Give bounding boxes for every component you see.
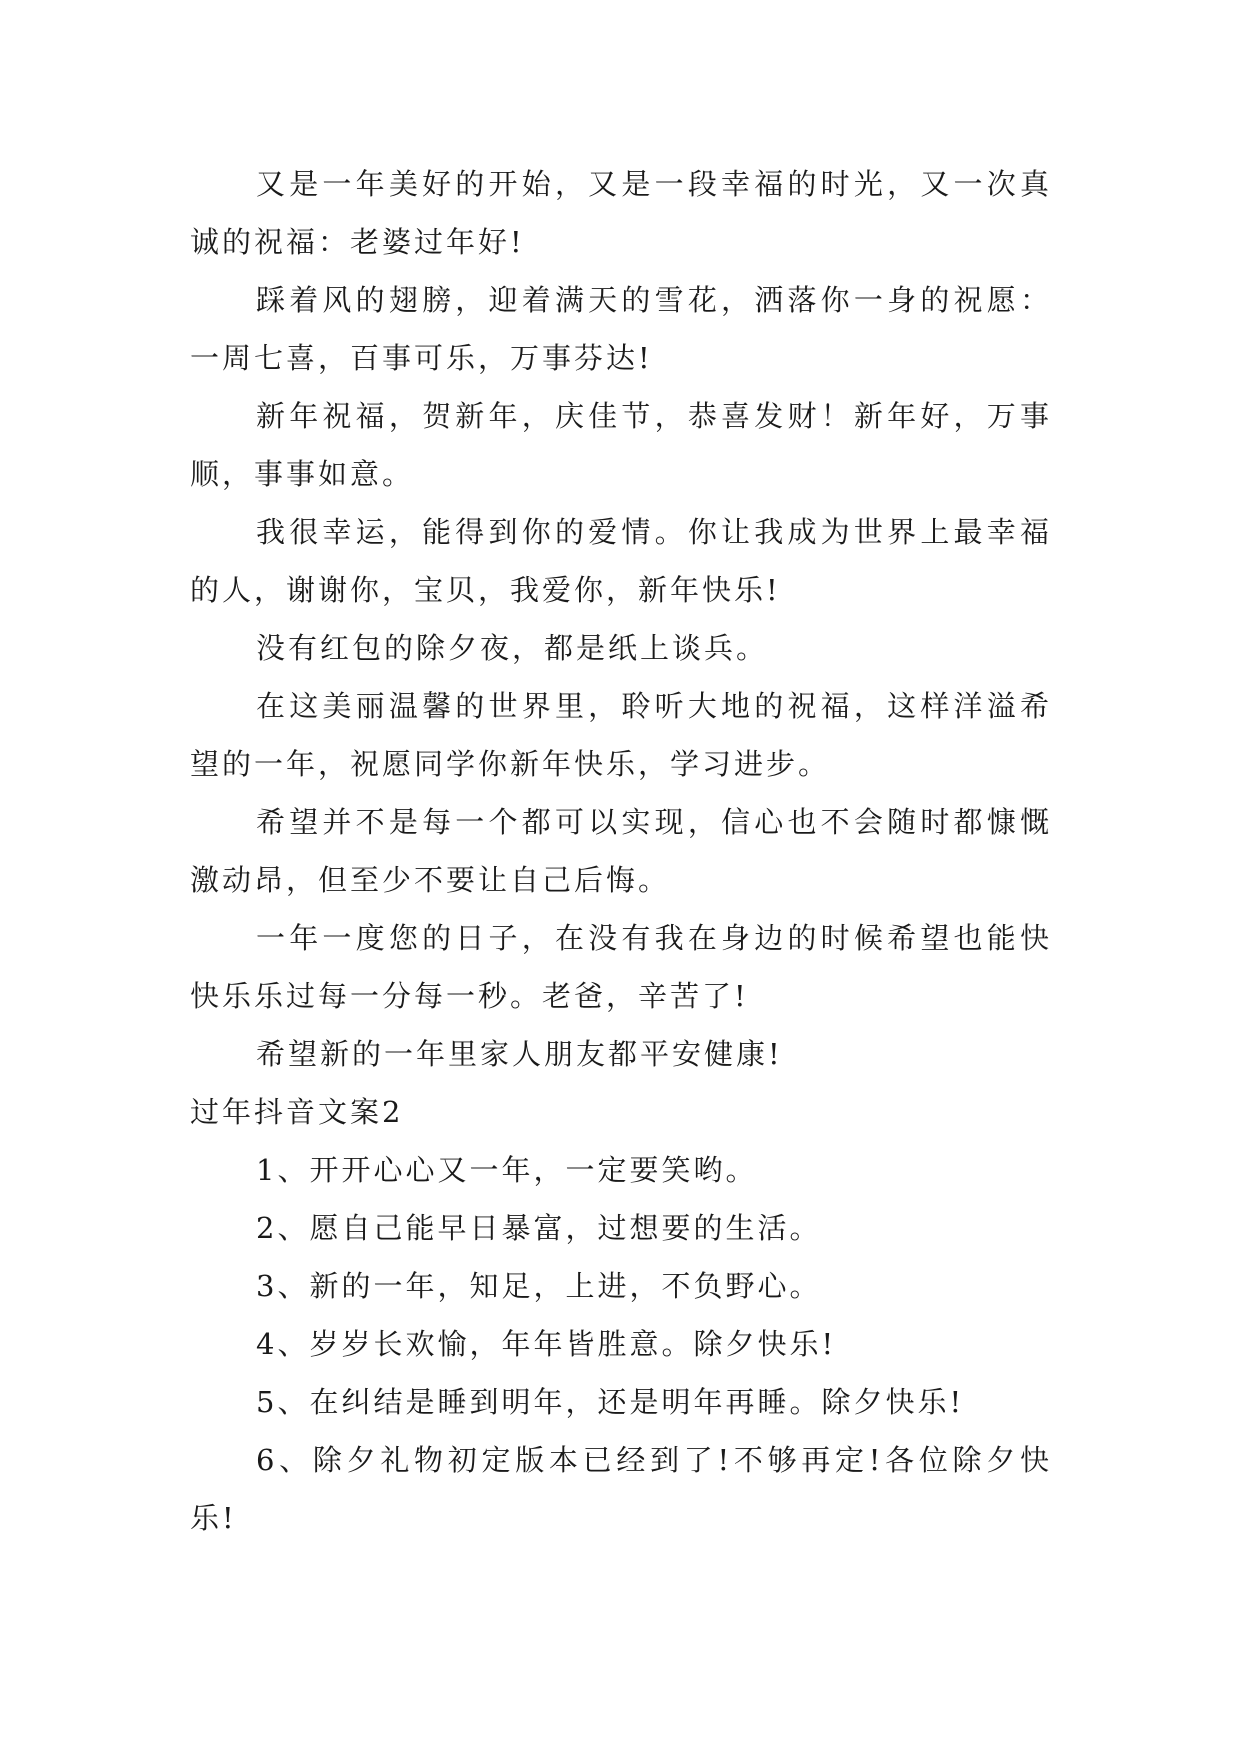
list-item: 6、除夕礼物初定版本已经到了!不够再定!各位除夕快乐! (190, 1443, 1052, 1535)
list-item: 4、岁岁长欢愉，年年皆胜意。除夕快乐! (256, 1327, 837, 1361)
list-item: 5、在纠结是睡到明年，还是明年再睡。除夕快乐! (256, 1385, 965, 1419)
paragraph: 希望新的一年里家人朋友都平安健康! (256, 1037, 783, 1071)
paragraph: 踩着风的翅膀，迎着满天的雪花，洒落你一身的祝愿：一周七喜，百事可乐，万事芬达! (190, 283, 1052, 375)
paragraph: 又是一年美好的开始，又是一段幸福的时光，又一次真诚的祝福：老婆过年好! (190, 167, 1052, 259)
paragraph: 我很幸运，能得到你的爱情。你让我成为世界上最幸福的人，谢谢你，宝贝，我爱你，新年快乐! (190, 515, 1052, 607)
section-heading: 过年抖音文案2 (190, 1095, 404, 1129)
document-page (190, 155, 1052, 1547)
paragraph: 希望并不是每一个都可以实现，信心也不会随时都慷慨激动昂，但至少不要让自己后悔。 (190, 805, 1052, 897)
paragraph: 没有红包的除夕夜，都是纸上谈兵。 (256, 631, 769, 665)
list-item: 1、开开心心又一年，一定要笑哟。 (256, 1153, 758, 1187)
paragraph: 新年祝福，贺新年，庆佳节，恭喜发财！新年好，万事顺，事事如意。 (190, 399, 1052, 491)
paragraph: 一年一度您的日子，在没有我在身边的时候希望也能快快乐乐过每一分每一秒。老爸，辛苦了! (190, 921, 1052, 1013)
paragraph: 在这美丽温馨的世界里，聆听大地的祝福，这样洋溢希望的一年，祝愿同学你新年快乐，学习进步。 (190, 689, 1052, 781)
list-item: 3、新的一年，知足，上进，不负野心。 (256, 1269, 822, 1303)
list-item: 2、愿自己能早日暴富，过想要的生活。 (256, 1211, 822, 1245)
